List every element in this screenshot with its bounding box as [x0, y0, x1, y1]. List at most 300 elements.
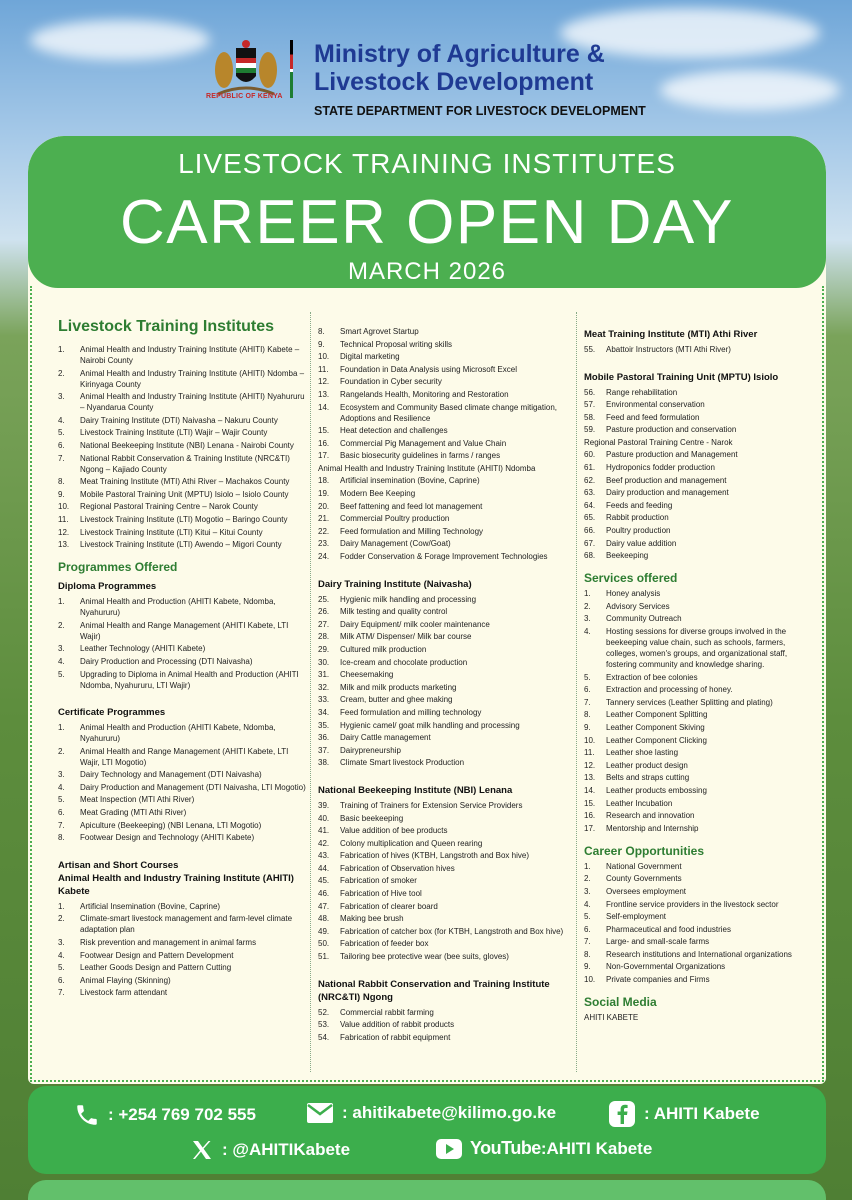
- item-text: Leather Component Skiving: [606, 722, 705, 732]
- list-item: [58, 427, 310, 438]
- item-text: Animal Health and Industry Training Institute (AHITI) Kabete – Nairobi County: [80, 345, 300, 365]
- facebook-contact[interactable]: [608, 1100, 760, 1128]
- item-text: Tailoring bee protective wear (bee suits, gloves): [340, 952, 509, 962]
- list-item: [58, 596, 310, 618]
- item-text: Animal Health and Production (AHITI Kabete, Ndomba, Nyahururu): [80, 723, 276, 744]
- item-text: Frontline service providers in the livestock sector: [606, 899, 779, 909]
- item-text: Leather products embossing: [606, 785, 707, 795]
- list-item: [58, 722, 310, 744]
- item-text: Leather shoe lasting: [606, 748, 679, 758]
- list-item: [584, 387, 814, 398]
- list-item: [58, 539, 310, 550]
- diploma-list: [58, 596, 310, 690]
- list-item: [58, 514, 310, 525]
- item-text: Extraction and processing of honey.: [606, 685, 733, 695]
- item-number: 36.: [318, 733, 330, 743]
- header: [0, 0, 852, 130]
- item-text: Leather Incubation: [606, 798, 673, 808]
- list-item: [58, 975, 310, 986]
- item-number: 37.: [318, 745, 330, 755]
- item-text: Fabrication of Hive tool: [340, 889, 422, 899]
- item-text: Pharmaceutical and food industries: [606, 924, 731, 934]
- list-item: [584, 449, 814, 460]
- item-number: 53.: [318, 1020, 330, 1030]
- item-number: 11.: [584, 748, 595, 758]
- item-text: Foundation in Data Analysis using Microsoft Excel: [340, 364, 517, 374]
- list-item: [318, 450, 570, 461]
- item-text: Advisory Services: [606, 601, 670, 611]
- item-number: 3.: [58, 392, 65, 402]
- list-item: [584, 873, 814, 884]
- facebook-icon: [608, 1100, 636, 1128]
- list-item: [318, 682, 570, 693]
- item-number: 5.: [584, 672, 591, 682]
- item-text: Dairy value addition: [606, 538, 677, 548]
- list-item: [584, 424, 814, 435]
- item-text: Upgrading to Diploma in Animal Health and Production (AHITI Ndomba, Nyahururu, LTI Wajir): [80, 669, 299, 690]
- contact-footer: [28, 1086, 826, 1174]
- item-number: 2.: [584, 601, 591, 611]
- item-text: Meat Training Institute (MTI) Athi River – Machakos County: [80, 477, 290, 487]
- item-number: 4.: [584, 627, 591, 636]
- social-text: AHITI KABETE: [584, 1013, 639, 1023]
- list-item: [318, 813, 570, 824]
- item-text: Apiculture (Beekeeping) (NBI Lenana, LTI Mogotio): [80, 820, 262, 830]
- item-number: 61.: [584, 463, 596, 473]
- youtube-contact[interactable]: [436, 1138, 652, 1159]
- ahiti-kabete-heading: Animal Health and Industry Training Institute (AHITI) Kabete: [58, 872, 294, 897]
- list-item: [318, 745, 570, 756]
- item-number: 15.: [584, 798, 596, 808]
- coat-caption: REPUBLIC OF KENYA: [206, 93, 283, 100]
- services-heading: Services offered: [584, 571, 678, 586]
- item-number: 57.: [584, 400, 596, 410]
- list-item: [318, 425, 570, 436]
- item-number: 17.: [318, 451, 330, 461]
- item-text: Risk prevention and management in animal farms: [80, 938, 257, 948]
- item-number: 2.: [58, 914, 65, 924]
- item-number: 18.: [318, 476, 330, 486]
- item-number: 9.: [584, 962, 591, 972]
- item-text: Leather product design: [606, 760, 688, 770]
- item-number: 3.: [58, 644, 65, 654]
- list-item: [58, 950, 310, 961]
- social-heading: Social Media: [584, 995, 657, 1010]
- phone-icon: [74, 1102, 100, 1128]
- column-3: [584, 322, 814, 1025]
- list-item: [318, 619, 570, 630]
- ministry-title: [314, 40, 605, 96]
- list-item: [318, 488, 570, 499]
- item-text: Rangelands Health, Monitoring and Restoration: [340, 389, 509, 399]
- item-number: 45.: [318, 876, 330, 886]
- item-number: 13.: [58, 540, 70, 550]
- column-2: [318, 326, 570, 1044]
- item-number: 25.: [318, 594, 330, 604]
- list-item: [318, 438, 570, 449]
- nrc-list: [318, 1007, 570, 1043]
- youtube-icon: [436, 1139, 462, 1159]
- list-item: [318, 913, 570, 924]
- item-text: Self-employment: [606, 912, 667, 922]
- item-number: 7.: [58, 820, 65, 830]
- item-number: 55.: [584, 345, 596, 354]
- list-item: [584, 886, 814, 897]
- list-item: [584, 475, 814, 486]
- item-number: 6.: [584, 924, 591, 934]
- item-number: 20.: [318, 501, 330, 511]
- item-text: Commercial Poultry production: [340, 514, 450, 524]
- list-item: [584, 487, 814, 498]
- item-text: Leather Technology (AHITI Kabete): [80, 644, 206, 654]
- item-number: 66.: [584, 526, 596, 536]
- item-number: 12.: [584, 760, 596, 770]
- list-item: [584, 412, 814, 423]
- list-item: [58, 489, 310, 500]
- list-item: [318, 863, 570, 874]
- item-number: 5.: [58, 963, 65, 973]
- item-number: 59.: [584, 425, 596, 435]
- list-item: [318, 669, 570, 680]
- item-text: Fabrication of smoker: [340, 876, 417, 886]
- list-item: [58, 368, 310, 390]
- item-number: 4.: [58, 782, 65, 792]
- item-number: 8.: [58, 477, 65, 487]
- item-text: Non-Governmental Organizations: [606, 962, 726, 972]
- list-item: [58, 476, 310, 487]
- item-number: 6.: [58, 808, 65, 818]
- list-item: [584, 911, 814, 922]
- item-text: Livestock Training Institute (LTI) Mogotio – Baringo County: [80, 514, 288, 524]
- item-text: Colony multiplication and Queen rearing: [340, 838, 483, 848]
- list-item: [318, 339, 570, 350]
- footer-strip: [28, 1180, 826, 1200]
- item-text: Hygienic camel/ goat milk handling and processing: [340, 720, 520, 730]
- list-item: [58, 453, 310, 475]
- item-number: 1.: [58, 597, 65, 607]
- list-item: [318, 694, 570, 705]
- list-item: [584, 672, 814, 683]
- list-item: [584, 344, 814, 355]
- list-item: [584, 924, 814, 935]
- item-text: Mentorship and Internship: [606, 823, 699, 833]
- item-text: Livestock Training Institute (LTI) Wajir – Wajir County: [80, 428, 268, 438]
- list-item: [318, 901, 570, 912]
- list-item: [318, 1007, 570, 1018]
- list-item: [318, 825, 570, 836]
- nbi-list: [318, 800, 570, 962]
- item-text: Smart Agrovet Startup: [340, 327, 419, 336]
- item-text: Pasture production and Management: [606, 450, 738, 460]
- item-number: 10.: [318, 352, 330, 362]
- item-text: Research institutions and International organizations: [606, 949, 792, 959]
- item-text: Livestock Training Institute (LTI) Awendo – Migori County: [80, 540, 282, 550]
- item-number: 8.: [58, 833, 65, 843]
- item-number: 26.: [318, 607, 330, 617]
- item-text: Value addition of rabbit products: [340, 1020, 455, 1030]
- item-text: Abattoir Instructors (MTI Athi River): [606, 345, 731, 354]
- banner: [28, 136, 826, 288]
- item-text: Dairy production and management: [606, 488, 729, 498]
- list-item: [58, 746, 310, 768]
- item-text: Artificial Insemination (Bovine, Caprine): [80, 901, 221, 911]
- career-list: [584, 861, 814, 985]
- list-item: [584, 601, 814, 612]
- item-number: 4.: [58, 950, 65, 960]
- list-item: [318, 475, 570, 486]
- item-number: 4.: [58, 656, 65, 666]
- item-text: Livestock Training Institute (LTI) Kitui – Kitui County: [80, 527, 263, 537]
- item-number: 44.: [318, 863, 330, 873]
- list-item: [318, 1019, 570, 1030]
- list-item: [318, 888, 570, 899]
- item-number: 14.: [318, 402, 330, 412]
- list-item: [318, 513, 570, 524]
- item-text: Beef production and management: [606, 475, 727, 485]
- ndomba-label: Animal Health and Industry Training Institute (AHITI) Ndomba: [318, 463, 536, 473]
- item-number: 3.: [58, 938, 65, 948]
- item-text: Extraction of bee colonies: [606, 672, 698, 682]
- item-text: Commercial rabbit farming: [340, 1007, 434, 1017]
- item-number: 40.: [318, 813, 330, 823]
- list-item: [318, 732, 570, 743]
- list-item: [58, 527, 310, 538]
- item-number: 1.: [584, 589, 591, 599]
- item-text: Value addition of bee products: [340, 826, 448, 836]
- item-number: 10.: [584, 735, 596, 745]
- list-item: [584, 899, 814, 910]
- item-number: 33.: [318, 695, 330, 705]
- list-item: [584, 462, 814, 473]
- list-item: [584, 772, 814, 783]
- item-number: 68.: [584, 551, 596, 561]
- item-number: 5.: [58, 795, 65, 805]
- item-text: Oversees employment: [606, 886, 687, 896]
- item-text: Poultry production: [606, 526, 671, 536]
- item-number: 1.: [584, 861, 591, 871]
- item-number: 17.: [584, 823, 596, 833]
- list-item: [58, 440, 310, 451]
- item-text: Leather Component Splitting: [606, 710, 708, 720]
- item-text: Foundation in Cyber security: [340, 377, 442, 387]
- item-text: Dairy Production and Management (DTI Naivasha, LTI Mogotio): [80, 782, 306, 792]
- list-item: [318, 526, 570, 537]
- item-number: 39.: [318, 800, 330, 810]
- item-text: Climate-smart livestock management and farm-level climate adaptation plan: [80, 914, 293, 935]
- item-number: 24.: [318, 552, 330, 561]
- list-item: [584, 500, 814, 511]
- item-number: 49.: [318, 926, 330, 936]
- item-text: Beef fattening and feed lot management: [340, 501, 483, 511]
- item-text: Range rehabilitation: [606, 387, 678, 397]
- item-number: 19.: [318, 489, 330, 499]
- list-item: [318, 800, 570, 811]
- item-text: Large- and small-scale farms: [606, 937, 710, 947]
- mptu-heading: Mobile Pastoral Training Unit (MPTU) Isiolo: [584, 371, 779, 383]
- item-number: 9.: [584, 722, 591, 732]
- dairy-heading: Dairy Training Institute (Naivasha): [318, 578, 472, 590]
- youtube-text: :AHITI Kabete: [540, 1138, 653, 1158]
- email-contact[interactable]: [306, 1102, 556, 1124]
- list-item: [318, 364, 570, 375]
- item-number: 56.: [584, 387, 596, 397]
- list-item: [318, 757, 570, 768]
- banner-title: CAREER OPEN DAY: [120, 188, 734, 257]
- item-text: Dairy Production and Processing (DTI Naivasha): [80, 656, 253, 666]
- list-item: [318, 938, 570, 949]
- item-number: 6.: [58, 440, 65, 450]
- list-item: [58, 832, 310, 843]
- narok-label: Regional Pastoral Training Centre - Narok: [584, 437, 733, 447]
- item-number: 30.: [318, 657, 330, 667]
- item-text: Animal Flaying (Skinning): [80, 975, 171, 985]
- item-number: 9.: [318, 339, 325, 349]
- item-text: Animal Health and Range Management (AHITI Kabete, LTI Wajir, LTI Mogotio): [80, 746, 289, 767]
- mti-list: [584, 344, 814, 355]
- banner-line-1: LIVESTOCK TRAINING INSTITUTES: [178, 148, 676, 179]
- list-item: [318, 389, 570, 400]
- item-text: Dairy Equipment/ milk cooler maintenance: [340, 619, 490, 629]
- item-text: Leather Component Clicking: [606, 735, 707, 745]
- content-card: [28, 136, 826, 1084]
- list-item: [58, 901, 310, 912]
- diploma-heading: Diploma Programmes: [58, 581, 157, 593]
- item-number: 43.: [318, 851, 330, 861]
- list-item: [58, 782, 310, 793]
- state-department: STATE DEPARTMENT FOR LIVESTOCK DEVELOPMENT: [314, 104, 646, 118]
- item-number: 2.: [58, 368, 65, 378]
- item-number: 7.: [584, 937, 591, 947]
- item-number: 4.: [584, 899, 591, 909]
- item-text: Milk and milk products marketing: [340, 682, 457, 692]
- list-item: [58, 987, 310, 998]
- list-item: [584, 949, 814, 960]
- item-text: Animal Health and Production (AHITI Kabete, Ndomba, Nyahururu): [80, 597, 276, 618]
- list-item: [584, 684, 814, 695]
- list-item: [318, 594, 570, 605]
- list-item: [584, 798, 814, 809]
- item-text: Dairy Technology and Management (DTI Naivasha): [80, 770, 262, 780]
- phone-contact[interactable]: [74, 1102, 256, 1128]
- item-text: Fodder Conservation & Forage Improvement Technologies: [340, 552, 548, 561]
- item-text: Fabrication of catcher box (for KTBH, Langstroth and Box hive): [340, 926, 564, 936]
- phone-text: : +254 769 702 555: [108, 1105, 256, 1124]
- list-item: [318, 926, 570, 937]
- item-number: 38.: [318, 758, 330, 768]
- item-text: Commercial Pig Management and Value Chain: [340, 438, 507, 448]
- item-text: National Beekeeping Institute (NBI) Lenana - Nairobi County: [80, 440, 294, 450]
- item-number: 35.: [318, 720, 330, 730]
- list-item: [318, 1032, 570, 1043]
- item-text: Regional Pastoral Training Centre – Narok County: [80, 502, 258, 512]
- list-item: [318, 707, 570, 718]
- item-number: 13.: [318, 389, 330, 399]
- services-list: [584, 588, 814, 834]
- item-text: Dairy Management (Cow/Goat): [340, 539, 451, 549]
- item-text: Meat Grading (MTI Athi River): [80, 808, 187, 818]
- nbi-heading: National Beekeeping Institute (NBI) Lenana: [318, 784, 513, 796]
- list-item: [58, 669, 310, 691]
- item-text: Dairy Cattle management: [340, 733, 431, 743]
- item-number: 41.: [318, 826, 330, 836]
- item-number: 65.: [584, 513, 596, 523]
- item-number: 3.: [584, 886, 591, 896]
- item-text: Ice-cream and chocolate production: [340, 657, 468, 667]
- item-text: Mobile Pastoral Training Unit (MPTU) Isiolo – Isiolo County: [80, 489, 289, 499]
- item-text: Climate Smart livestock Production: [340, 758, 465, 768]
- item-number: 14.: [584, 785, 596, 795]
- list-item: [318, 551, 570, 562]
- item-number: 5.: [58, 669, 65, 679]
- kabete-continued-list: [318, 326, 570, 461]
- list-item: [584, 626, 814, 670]
- item-text: Basic biosecurity guidelines in farms / ranges: [340, 451, 501, 461]
- list-item: [584, 525, 814, 536]
- item-number: 8.: [318, 327, 325, 336]
- item-number: 9.: [58, 489, 65, 499]
- list-item: [318, 351, 570, 362]
- list-item: [584, 936, 814, 947]
- item-number: 29.: [318, 644, 330, 654]
- dairy-list: [318, 594, 570, 769]
- item-number: 52.: [318, 1007, 330, 1017]
- item-number: 4.: [58, 415, 65, 425]
- item-number: 48.: [318, 914, 330, 924]
- item-text: County Governments: [606, 874, 682, 884]
- ministry-line-2: Livestock Development: [314, 68, 594, 96]
- list-item: [58, 501, 310, 512]
- item-number: 31.: [318, 670, 330, 680]
- list-item: [584, 735, 814, 746]
- item-number: 2.: [584, 874, 591, 884]
- item-number: 7.: [584, 697, 591, 707]
- item-text: Ecosystem and Community Based climate change mitigation, Adoptions and Resilience: [340, 402, 557, 423]
- item-number: 28.: [318, 632, 330, 642]
- item-number: 47.: [318, 901, 330, 911]
- item-number: 34.: [318, 707, 330, 717]
- list-item: [318, 631, 570, 642]
- item-number: 1.: [58, 345, 65, 354]
- x-contact[interactable]: [190, 1138, 350, 1162]
- item-text: Research and innovation: [606, 811, 695, 821]
- x-text: : @AHITIKabete: [222, 1140, 351, 1159]
- ahiti-kabete-list: [58, 901, 310, 999]
- ministry-line-1: Ministry of Agriculture &: [314, 40, 605, 68]
- divider: [290, 40, 293, 98]
- item-number: 7.: [58, 453, 65, 463]
- item-number: 16.: [584, 811, 596, 821]
- list-item: [318, 376, 570, 387]
- item-number: 11.: [318, 364, 329, 374]
- list-item: [58, 794, 310, 805]
- item-text: Modern Bee Keeping: [340, 489, 416, 499]
- item-text: Cream, butter and ghee making: [340, 695, 453, 705]
- item-number: 12.: [58, 527, 70, 537]
- list-item: [318, 657, 570, 668]
- list-item: [318, 538, 570, 549]
- item-text: Animal Health and Industry Training Institute (AHITI) Ndomba – Kirinyaga County: [80, 368, 305, 389]
- list-item: [584, 613, 814, 624]
- list-item: [584, 974, 814, 985]
- list-item: [58, 391, 310, 413]
- list-item: [584, 823, 814, 834]
- item-number: 64.: [584, 500, 596, 510]
- item-number: 12.: [318, 377, 330, 387]
- item-number: 3.: [58, 770, 65, 780]
- mail-icon: [306, 1102, 334, 1124]
- item-number: 16.: [318, 438, 330, 448]
- item-text: Feed formulation and Milling Technology: [340, 526, 484, 536]
